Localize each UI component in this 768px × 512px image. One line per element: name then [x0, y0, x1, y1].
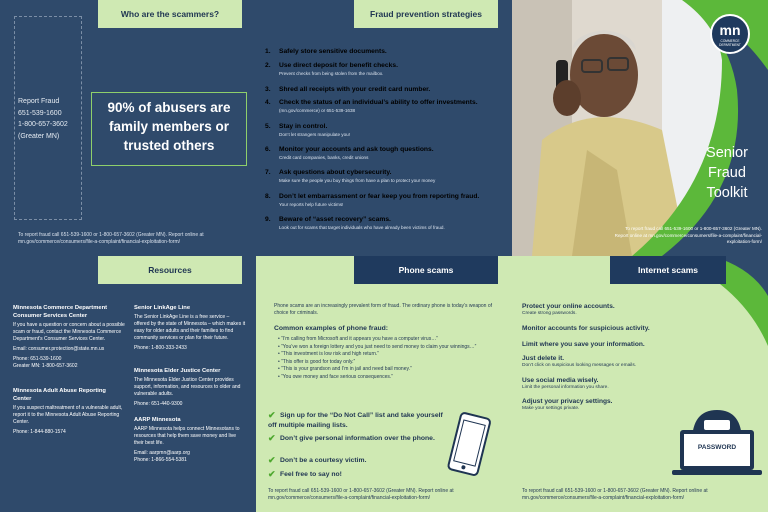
title-line-3: Toolkit	[706, 185, 748, 201]
checkmark-icon: ✔	[268, 433, 276, 443]
internet-tip-title: Just delete it.	[522, 355, 565, 362]
strategy-number: 8.	[265, 193, 271, 200]
resource-senior-linkage	[134, 304, 246, 352]
strategy-detail: Credit card companies, banks, credit unions	[279, 155, 369, 160]
internet-tip-detail: Don’t click on suspicious looking messages or emails.	[522, 363, 637, 368]
resource-heading: Minnesota Commerce Department Consumer Services Center	[13, 305, 108, 319]
phone-tip	[268, 411, 443, 430]
strategy-number: 2.	[265, 62, 271, 69]
strategy-item	[265, 61, 510, 77]
title-line-1: Senior	[706, 145, 748, 161]
checkmark-icon: ✔	[268, 469, 276, 479]
strategy-title: Beware of “asset recovery” scams.	[279, 216, 391, 223]
phone-example: • “I’m calling from Microsoft and it appears you have a computer virus…”	[278, 336, 438, 342]
report-phone-2: 1-800-657-3602	[18, 121, 68, 128]
phone-example: • “This is your grandson and I’m in jail and need bail money.”	[278, 366, 412, 372]
strategy-title: Don’t let embarrassment or fear keep you from reporting fraud.	[279, 193, 480, 200]
resource-elder-justice	[134, 367, 246, 408]
internet-tip-title: Limit where you save your information.	[522, 341, 645, 348]
internet-tip	[522, 303, 615, 317]
strategy-item	[265, 98, 510, 114]
phone-example-text: “I’m calling from Microsoft and it appears you have a computer virus…”	[281, 336, 438, 342]
tab-phone-scams: Phone scams	[354, 256, 498, 284]
report-fraud-info	[18, 96, 68, 142]
phone-examples-list	[278, 336, 494, 381]
password-label: PASSWORD	[697, 444, 737, 451]
resource-heading: Minnesota Elder Justice Center	[134, 368, 221, 374]
phone-tip	[268, 434, 443, 444]
internet-tip-detail: Make your settings private.	[522, 406, 580, 411]
resource-heading: AARP Minnesota	[134, 417, 181, 423]
internet-tip-title: Adjust your privacy settings.	[522, 398, 613, 405]
mn-logo-text: COMMERCE DEPARTMENT	[719, 39, 741, 47]
strategy-detail: Don’t let strangers manipulate you!	[279, 132, 350, 137]
report-region: (Greater MN)	[18, 132, 60, 140]
resource-aarp	[134, 416, 246, 464]
toolkit-title	[692, 143, 762, 203]
strategy-number: 3.	[265, 86, 271, 93]
resource-phone-greater-mn: Greater MN: 1-800-657-3602	[13, 363, 78, 369]
resource-heading: Minnesota Adult Abuse Reporting Center	[13, 388, 106, 402]
strategy-detail: Your reports help future victims!	[279, 202, 344, 207]
internet-tip	[522, 398, 613, 412]
mn-logo	[710, 14, 750, 54]
resource-adult-abuse	[13, 387, 125, 436]
internet-tip-detail: Limit the personal information you share.	[522, 385, 609, 390]
cover-left-footer: To report fraud call 651-539-1600 or 1-800-657-3602 (Greater MN). Report online at mn.gov/commerce/consumers/file-a-complaint/financial-exploitation-form/	[18, 232, 204, 245]
phone-examples-heading: Common examples of phone fraud:	[274, 325, 389, 332]
title-line-2: Fraud	[708, 165, 746, 181]
phone-example: • “This offer is good for today only.”	[278, 358, 356, 365]
phone-tip	[268, 470, 443, 480]
strategy-detail: Prevent checks from being stolen from the mailbox.	[279, 71, 384, 76]
tab-resources: Resources	[98, 256, 242, 284]
internet-tip-title: Use social media wisely.	[522, 377, 599, 384]
resource-body: The Minnesota Elder Justice Center provides support, information, and resources to older and vulnerable adults.	[134, 377, 241, 397]
tab-who-are-scammers: Who are the scammers?	[98, 0, 242, 28]
strategy-detail: Make sure the people you buy things from have a plan to protect your money	[279, 178, 436, 183]
phone-intro: Phone scams are an increasingly prevalent form of fraud. The ordinary phone is today’s weapon of choice for criminals.	[274, 303, 492, 316]
resource-phone: Phone: 651-440-9300	[134, 401, 183, 407]
cover-photo-footer: To report fraud call 651-539-1600 or 1-800-657-3602 (Greater MN). Report online at mn.gov/commerce/consumers/file-a-complaint/financial-exploitation-form/	[614, 226, 762, 244]
phone-tip-text: Don’t be a courtesy victim.	[280, 457, 367, 464]
strategy-item	[265, 47, 510, 56]
internet-tip-title: Monitor accounts for suspicious activity.	[522, 325, 650, 332]
mn-logo-letters: mn	[719, 22, 741, 38]
resource-phone: Phone: 1-844-880-1574	[13, 429, 66, 435]
strategy-detail: Look out for scams that target individuals who have already been victims of fraud.	[279, 225, 445, 230]
phone-tip	[268, 456, 443, 466]
strategy-title: Use direct deposit for benefit checks.	[279, 62, 398, 69]
phone-example-text: “You owe money and face serious consequences.”	[281, 373, 393, 380]
resource-phone: Phone: 1-800-333-2433	[134, 345, 187, 351]
phone-example: • “You’ve won a foreign lottery and you just need to send money to claim your winnings…”	[278, 343, 477, 350]
report-fraud-label: Report Fraud	[18, 98, 60, 105]
hacker-laptop-icon	[672, 402, 762, 477]
internet-tip	[522, 377, 609, 391]
resource-body: AARP Minnesota helps connect Minnesotans to resources that help them save money and live their best life.	[134, 426, 240, 446]
tab-internet-scams: Internet scams	[610, 256, 726, 284]
strategy-item	[265, 215, 510, 231]
strategy-item	[265, 192, 510, 208]
resource-phone: Phone: 1-866-554-5381	[134, 457, 187, 463]
strategy-title: Monitor your accounts and ask tough questions.	[279, 146, 434, 153]
strategy-title: Safely store sensitive documents.	[279, 48, 387, 55]
strategy-number: 7.	[265, 169, 271, 176]
internet-tip	[522, 355, 636, 369]
strategy-item	[265, 85, 510, 94]
phone-tip-text: Don’t give personal information over the phone.	[280, 435, 435, 442]
phone-example: • “You owe money and face serious consequences.”	[278, 373, 393, 380]
phone-tip-text: Sign up for the “Do Not Call” list and take yourself off multiple mailing lists.	[268, 412, 443, 429]
resource-heading: Senior LinkAge Line	[134, 305, 191, 311]
strategy-title: Stay in control.	[279, 123, 328, 130]
abusers-statement: 90% of abusers are family members or trusted others	[107, 100, 231, 153]
strategy-number: 4.	[265, 99, 271, 106]
resource-phone: Phone: 651-539-1600	[13, 356, 62, 362]
phone-example: • “This investment is low risk and high return.”	[278, 351, 379, 357]
phone-tip-text: Feel free to say no!	[280, 471, 342, 478]
strategy-title: Check the status of an individual’s ability to offer investments.	[279, 99, 478, 106]
phone-example-text: “You’ve won a foreign lottery and you just need to send money to claim your winnings…”	[281, 343, 477, 350]
internet-tip	[522, 341, 645, 349]
strategy-number: 1.	[265, 48, 271, 55]
resources-panel	[0, 256, 256, 512]
phone-example-text: “This investment is low risk and high return.”	[281, 351, 379, 357]
resource-body: The Senior LinkAge Line is a free service – offered by the state of Minnesota – which makes it easy for older adults and their families to find community services or plan for their future.	[134, 314, 246, 341]
resource-mn-commerce	[13, 304, 125, 370]
strategy-number: 5.	[265, 123, 271, 130]
tab-fraud-prevention: Fraud prevention strategies	[354, 0, 498, 28]
resource-email: Email: consumer.protection@state.mn.us	[13, 346, 105, 352]
scammers-panel	[0, 0, 256, 256]
phone-scams-footer: To report fraud call 651-539-1600 or 1-800-657-3602 (Greater MN). Report online at mn.gov/commerce/consumers/file-a-complaint/financial-exploitation-form/	[268, 488, 454, 501]
resource-body: If you suspect maltreatment of a vulnerable adult, report it to the Minnesota Adult Abuse Reporting Center.	[13, 405, 123, 425]
resource-email: Email: aarpmn@aarp.org	[134, 450, 190, 456]
cover-photo-panel	[512, 0, 768, 256]
phone-example-text: “This is your grandson and I’m in jail and need bail money.”	[281, 366, 412, 372]
resource-body: If you have a question or concern about a possible scam or fraud, contact the Minnesota Commerce Department’s Consumer Services Center.	[13, 322, 125, 342]
strategy-item	[265, 145, 510, 161]
internet-scams-footer: To report fraud call 651-539-1600 or 1-800-657-3602 (Greater MN). Report online at mn.gov/commerce/consumers/file-a-complaint/financial-exploitation-form/	[522, 488, 708, 501]
smartphone-icon	[444, 410, 494, 480]
strategy-number: 9.	[265, 216, 271, 223]
internet-tip	[522, 325, 650, 333]
checkmark-icon: ✔	[268, 410, 276, 420]
internet-tip-title: Protect your online accounts.	[522, 303, 615, 310]
strategy-item	[265, 168, 510, 184]
strategy-item	[265, 122, 510, 138]
strategy-number: 6.	[265, 146, 271, 153]
strategy-detail: (mn.gov/commerce) or 651-539-1638	[279, 108, 356, 113]
report-phone-1: 651-539-1600	[18, 109, 62, 117]
internet-tip-detail: Create strong passwords.	[522, 311, 577, 316]
strategy-title: Ask questions about cybersecurity.	[279, 169, 392, 176]
strategy-title: Shred all receipts with your credit card number.	[279, 86, 431, 93]
phone-example-text: “This offer is good for today only.”	[281, 358, 356, 365]
checkmark-icon: ✔	[268, 455, 276, 465]
